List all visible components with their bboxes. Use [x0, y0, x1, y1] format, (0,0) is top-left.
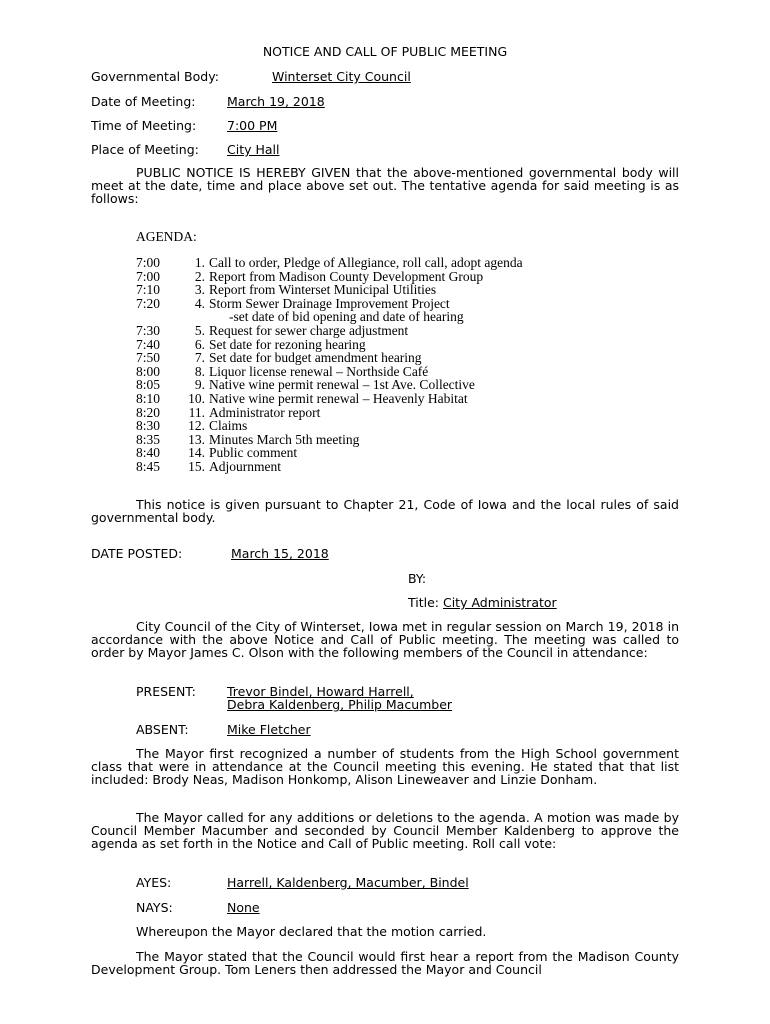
agenda-item-number: 13.: [188, 431, 205, 447]
agenda-item: [136, 283, 616, 297]
agenda-item-text: Claims: [209, 418, 248, 434]
agenda-item-text: Request for sewer charge adjustment: [209, 322, 409, 338]
title-row: [408, 595, 557, 610]
meeting-time-label: Time of Meeting:: [91, 118, 197, 133]
meeting-date-row: [91, 94, 325, 109]
agenda-item-text: Report from Madison County Development Group: [209, 268, 484, 284]
agenda-item-time: 8:45: [136, 458, 161, 474]
agenda-item-time: 7:50: [136, 350, 161, 366]
agenda-item-text: Native wine permit renewal – Heavenly Habitat: [209, 390, 468, 406]
agenda-item-time: 8:40: [136, 445, 161, 461]
agenda-item: [136, 256, 616, 270]
agenda-item-number: 6.: [194, 336, 205, 352]
agenda-item-text: Administrator report: [209, 404, 321, 420]
agenda-item-time: 7:30: [136, 322, 161, 338]
agenda-item: [136, 324, 616, 338]
agenda-item-number: 3.: [194, 282, 205, 298]
meeting-place-label: Place of Meeting:: [91, 142, 199, 157]
agenda-item-time: 8:20: [136, 404, 161, 420]
agenda-item: [136, 310, 616, 324]
agenda-item-subtext: -set date of bid opening and date of hearing: [229, 309, 464, 325]
agenda-item-text: Set date for budget amendment hearing: [209, 350, 422, 366]
by-label: BY:: [408, 571, 427, 586]
agenda-item-time: 7:20: [136, 295, 161, 311]
agenda-item: [136, 378, 616, 392]
agenda-item-number: 11.: [188, 404, 205, 420]
agenda-item-text: Report from Winterset Municipal Utilities: [209, 282, 437, 298]
agenda-item: [136, 351, 616, 365]
agenda-item: [136, 419, 616, 433]
agenda-item-text: Liquor license renewal – Northside Café: [209, 363, 429, 379]
governmental-body-label: Governmental Body:: [91, 69, 219, 84]
carried-paragraph: Whereupon the Mayor declared that the motion carried.: [136, 924, 487, 939]
notice-paragraph: PUBLIC NOTICE IS HEREBY GIVEN that the above-mentioned governmental body will meet at the date, time and place above set out. The tentative agenda for said meeting is as follows:: [91, 165, 679, 206]
agenda-item: [136, 297, 616, 311]
motion-paragraph: The Mayor called for any additions or deletions to the agenda. A motion was made by Council Member Macumber and seconded by Council Member Kaldenberg to approve the agenda as set forth in the Notice and Call of Public meeting. Roll call vote:: [91, 810, 679, 851]
agenda-item: [136, 365, 616, 379]
agenda-item-number: 9.: [194, 377, 205, 393]
date-posted-label: DATE POSTED:: [91, 546, 183, 561]
absent-label: ABSENT:: [136, 722, 189, 737]
present-line-1: Trevor Bindel, Howard Harrell,: [227, 684, 414, 699]
meeting-date-label: Date of Meeting:: [91, 94, 196, 109]
agenda-item: [136, 406, 616, 420]
students-paragraph: The Mayor first recognized a number of students from the High School government class that were in attendance at the Council meeting this evening. He stated that that list included: Brody Neas, Madison Honkomp, Alison Lineweaver and Linzie Donham.: [91, 746, 679, 787]
agenda-item-time: 8:00: [136, 363, 161, 379]
agenda-item: [136, 392, 616, 406]
agenda-item-number: 10.: [188, 390, 205, 406]
agenda-item-time: 8:30: [136, 418, 161, 434]
agenda-list: [136, 256, 616, 474]
agenda-item-number: 1.: [194, 255, 205, 270]
nays-label: NAYS:: [136, 900, 173, 915]
agenda-heading: AGENDA:: [136, 229, 197, 244]
ayes-value: Harrell, Kaldenberg, Macumber, Bindel: [227, 875, 469, 890]
agenda-item-text: Storm Sewer Drainage Improvement Project: [209, 295, 450, 311]
agenda-item-text: Adjournment: [209, 458, 281, 474]
agenda-item-number: 15.: [188, 458, 205, 474]
nays-value: None: [227, 900, 260, 915]
date-posted-row: [91, 546, 329, 561]
pursuant-paragraph: This notice is given pursuant to Chapter 21, Code of Iowa and the local rules of said governmental body.: [91, 497, 679, 525]
report-paragraph: The Mayor stated that the Council would first hear a report from the Madison County Development Group. Tom Leners then addressed the Mayor and Council: [91, 949, 679, 977]
agenda-item: [136, 446, 616, 460]
meeting-place-value: City Hall: [227, 142, 280, 157]
agenda-item-number: 12.: [188, 418, 205, 434]
agenda-item-number: 4.: [194, 295, 205, 311]
present-line-2: Debra Kaldenberg, Philip Macumber: [227, 697, 453, 712]
document-title: NOTICE AND CALL OF PUBLIC MEETING: [262, 44, 508, 59]
absent-value: Mike Fletcher: [227, 722, 311, 737]
present-label: PRESENT:: [136, 684, 196, 699]
agenda-item: [136, 433, 616, 447]
agenda-item-time: 7:00: [136, 268, 161, 284]
agenda-item: [136, 270, 616, 284]
present-line-2-row: [227, 697, 452, 712]
meeting-place-row: [91, 142, 279, 157]
agenda-item-text: Call to order, Pledge of Allegiance, roll call, adopt agenda: [209, 255, 523, 270]
nays-row: [136, 900, 260, 915]
agenda-item-number: 8.: [194, 363, 205, 379]
agenda-item-text: Public comment: [209, 445, 298, 461]
agenda-item-text: Native wine permit renewal – 1st Ave. Collective: [209, 377, 475, 393]
agenda-item-number: 2.: [194, 268, 205, 284]
council-paragraph: City Council of the City of Winterset, Iowa met in regular session on March 19, 2018 in accordance with the above Notice and Call of Public meeting. The meeting was called to order by Mayor James C. Olson with the following members of the Council in attendance:: [91, 619, 679, 660]
agenda-item: [136, 460, 616, 474]
absent-row: [136, 722, 311, 737]
governmental-body-value: Winterset City Council: [272, 69, 411, 84]
agenda-item-time: 8:05: [136, 377, 161, 393]
agenda-item-time: 7:40: [136, 336, 161, 352]
ayes-row: [136, 875, 469, 890]
ayes-label: AYES:: [136, 875, 172, 890]
agenda-item-number: 14.: [188, 445, 205, 461]
agenda-item-time: 8:10: [136, 390, 161, 406]
agenda-item-text: Minutes March 5th meeting: [209, 431, 360, 447]
meeting-date-value: March 19, 2018: [227, 94, 325, 109]
governmental-body-row: [91, 69, 411, 84]
meeting-time-row: [91, 118, 277, 133]
agenda-item-time: 8:35: [136, 431, 161, 447]
date-posted-value: March 15, 2018: [231, 546, 329, 561]
agenda-item-text: Set date for rezoning hearing: [209, 336, 366, 352]
agenda-item-number: 5.: [194, 322, 205, 338]
title-value: City Administrator: [442, 595, 557, 610]
agenda-item-time: 7:00: [136, 255, 161, 270]
agenda-item-time: 7:10: [136, 282, 161, 298]
title-label: Title:: [408, 595, 439, 610]
agenda-item: [136, 338, 616, 352]
meeting-time-value: 7:00 PM: [227, 118, 278, 133]
agenda-item-number: 7.: [194, 350, 205, 366]
